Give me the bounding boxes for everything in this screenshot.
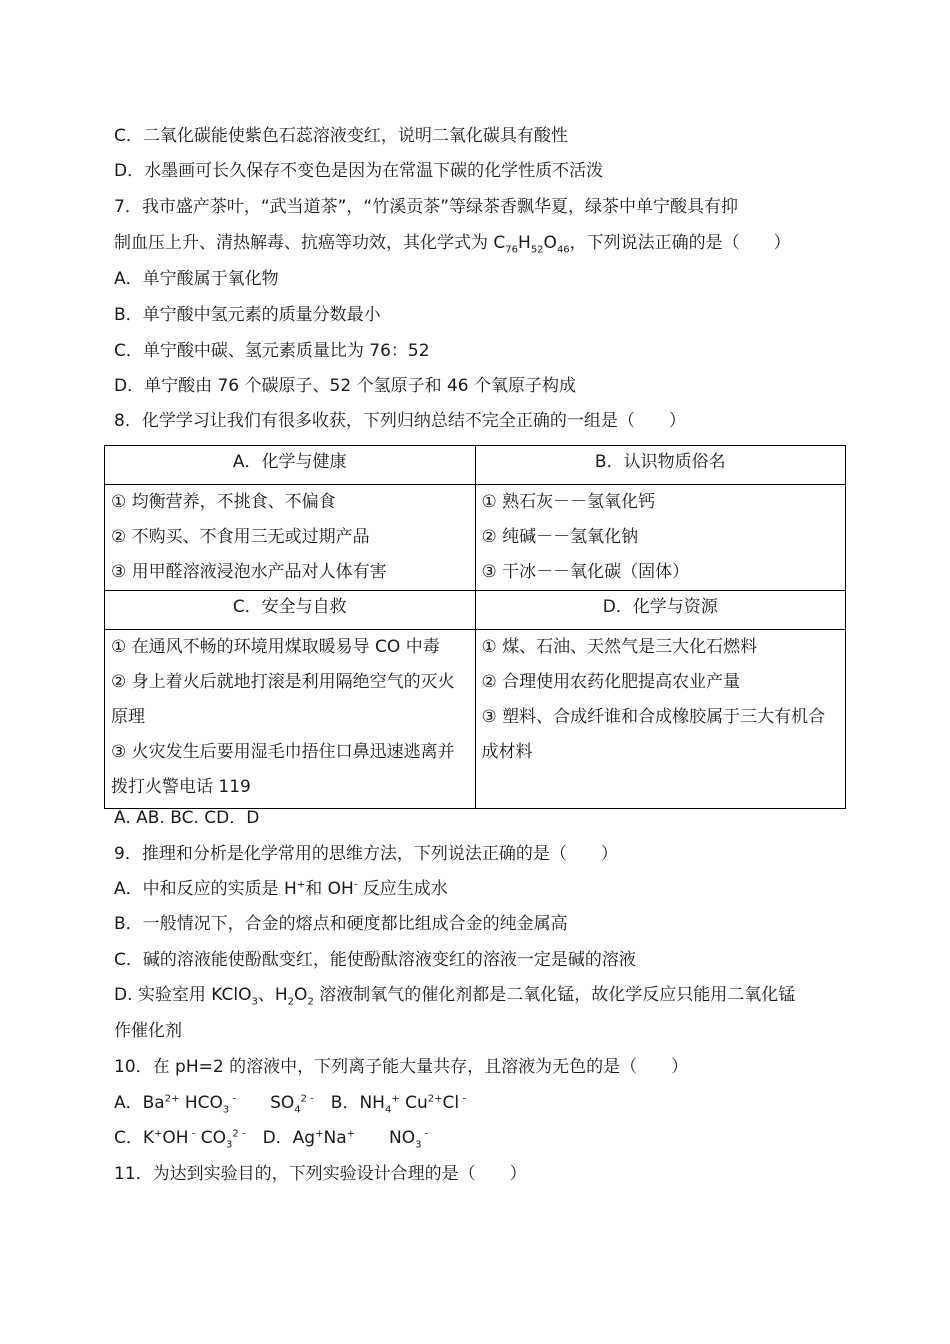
q9-a-text3: 反应生成水: [357, 879, 448, 899]
q10-cd-s1: +: [154, 1128, 163, 1140]
table-header-b: B．认识物质俗名: [475, 446, 846, 485]
q6-option-c: C．二氧化碳能使紫色石蕊溶液变红，说明二氧化碳具有酸性: [114, 126, 568, 146]
q10-ab-t6: Cl: [442, 1093, 460, 1113]
q7-option-d: D．单宁酸由 76 个碳原子、52 个氢原子和 46 个氧原子构成: [114, 376, 577, 396]
q10-cd-s3: 3: [226, 1139, 233, 1151]
q9-a-text2: 和 OH: [305, 879, 354, 899]
table-header-a: A．化学与健康: [105, 446, 476, 485]
q10-options-cd: [114, 1126, 428, 1150]
q10-ab-t2: HCO: [179, 1093, 223, 1113]
q10-ab-s1: 2+: [164, 1093, 180, 1105]
table-d-item-1: ① 煤、石油、天然气是三大化石燃料: [481, 637, 758, 657]
q7-option-a: A．单宁酸属于氧化物: [114, 269, 279, 289]
q7-formula-h: H: [518, 233, 531, 253]
table-c-item-3: ③ 火灾发生后要用湿毛巾捂住口鼻迅速逃离并拨打火警电话 119: [111, 742, 455, 797]
q9-d-text1: D. 实验室用 KClO: [114, 985, 252, 1005]
table-b-item-2: ② 纯碱－－氢氧化钠: [481, 527, 639, 547]
q9-option-a: [114, 877, 448, 901]
table-cell-b: [475, 485, 846, 591]
q8-answer-options: A. AB. BC. CD．D: [114, 808, 260, 828]
q9-d-text2: 、H: [257, 985, 288, 1005]
table-cell-c: [105, 630, 476, 809]
q9-stem: 9．推理和分析是化学常用的思维方法，下列说法正确的是（ ）: [114, 844, 618, 864]
q9-d-sub1: 3: [251, 996, 258, 1008]
q10-ab-t1: A．Ba: [114, 1093, 165, 1113]
q10-ab-t3: SO: [236, 1093, 295, 1113]
q9-d-sub2: 2: [287, 996, 295, 1008]
q10-cd-t2: OH: [162, 1128, 189, 1148]
q7-option-c: C．单宁酸中碳、氢元素质量比为 76：52: [114, 341, 430, 361]
q10-ab-s8: 2+: [427, 1093, 443, 1105]
q10-cd-t1: C．K: [114, 1128, 155, 1148]
q10-ab-s9: -: [459, 1093, 466, 1105]
q10-ab-t4: B．NH: [313, 1093, 385, 1113]
q10-cd-s7: 3: [415, 1139, 422, 1151]
table-b-item-1: ① 熟石灰－－氢氧化钙: [481, 492, 656, 512]
q10-ab-t5: Cu: [399, 1093, 428, 1113]
q7-formula-sub-o: 46: [556, 244, 570, 256]
table-c-item-1: ① 在通风不畅的环境用煤取暖易导 CO 中毒: [111, 637, 440, 657]
q8-stem: 8．化学学习让我们有很多收获，下列归纳总结不完全正确的一组是（ ）: [114, 411, 686, 431]
q10-cd-t6: NO: [355, 1128, 416, 1148]
q10-cd-t4: D．Ag: [245, 1128, 316, 1148]
table-cell-d: [475, 630, 846, 809]
table-a-item-3: ③ 用甲醛溶液浸泡水产品对人体有害: [111, 562, 387, 582]
q9-a-sup-plus: +: [296, 879, 306, 891]
q9-d-o: O: [294, 985, 308, 1005]
q9-a-text1: A．中和反应的实质是 H: [114, 879, 297, 899]
table-header-d: D．化学与资源: [475, 591, 846, 630]
q7-formula-sub-c: 76: [505, 244, 519, 256]
q10-ab-s4: 4: [294, 1104, 301, 1116]
q10-stem: 10．在 pH=2 的溶液中，下列离子能大量共存，且溶液为无色的是（ ）: [114, 1057, 689, 1077]
q10-cd-s4: 2 -: [232, 1128, 246, 1140]
q7-stem-line2: [114, 231, 791, 255]
q7-option-b: B．单宁酸中氢元素的质量分数最小: [114, 305, 381, 325]
q9-a-sup-minus: -: [353, 879, 358, 891]
q9-option-c: C．碱的溶液能使酚酞变红，能使酚酞溶液变红的溶液一定是碱的溶液: [114, 950, 636, 970]
q10-cd-s5: +: [315, 1128, 324, 1140]
q9-option-d: [114, 983, 795, 1007]
q7-stem-end: ，下列说法正确的是（ ）: [569, 233, 791, 253]
q9-d-sub3: 2: [307, 996, 314, 1008]
q10-ab-s3: -: [229, 1093, 237, 1105]
q10-options-ab: [114, 1091, 466, 1115]
q8-table: [104, 445, 846, 809]
table-d-item-2: ② 合理使用农药化肥提高农业产量: [481, 672, 741, 692]
table-header-c: C．安全与自救: [105, 591, 476, 630]
q10-cd-t3: CO: [195, 1128, 227, 1148]
q9-option-b: B．一般情况下，合金的熔点和硬度都比组成合金的纯金属高: [114, 914, 568, 934]
q7-formula-sub-h: 52: [530, 244, 544, 256]
q7-formula-o: O: [543, 233, 557, 253]
table-b-item-3: ③ 干冰－－氧化碳（固体）: [481, 562, 690, 582]
table-a-item-1: ① 均衡营养，不挑食、不偏食: [111, 492, 336, 512]
q6-option-d: D．水墨画可长久保存不变色是因为在常温下碳的化学性质不活泼: [114, 161, 604, 181]
q10-cd-s8: -: [421, 1128, 429, 1140]
q10-cd-t5: Na: [323, 1128, 347, 1148]
q10-cd-s6: +: [346, 1128, 356, 1140]
table-cell-a: [105, 485, 476, 591]
q9-d-text3: 溶液制氧气的催化剂都是二氧化锰，故化学反应只能用二氧化锰: [313, 985, 796, 1005]
table-a-item-2: ② 不购买、不食用三无或过期产品: [111, 527, 370, 547]
q11-stem: 11．为达到实验目的，下列实验设计合理的是（ ）: [114, 1164, 527, 1184]
q10-ab-s2: 3: [222, 1104, 230, 1116]
table-d-item-3: ③ 塑料、合成纤谁和合成橡胶属于三大有机合成材料: [481, 707, 826, 762]
q10-cd-s2: -: [188, 1128, 196, 1140]
table-c-item-2: ② 身上着火后就地打滚是利用隔绝空气的灭火原理: [111, 672, 455, 727]
q10-ab-s7: +: [391, 1093, 400, 1105]
q9-option-d-cont: 作催化剂: [114, 1021, 182, 1041]
q10-ab-s5: 2 -: [300, 1093, 314, 1105]
q7-stem-text: 制血压上升、清热解毒、抗癌等功效，其化学式为 C: [114, 233, 506, 253]
q7-stem-line1: 7．我市盛产茶叶，“武当道茶”，“竹溪贡茶”等绿茶香飘华夏，绿茶中单宁酸具有抑: [114, 197, 739, 217]
q10-ab-s6: 4: [384, 1104, 392, 1116]
